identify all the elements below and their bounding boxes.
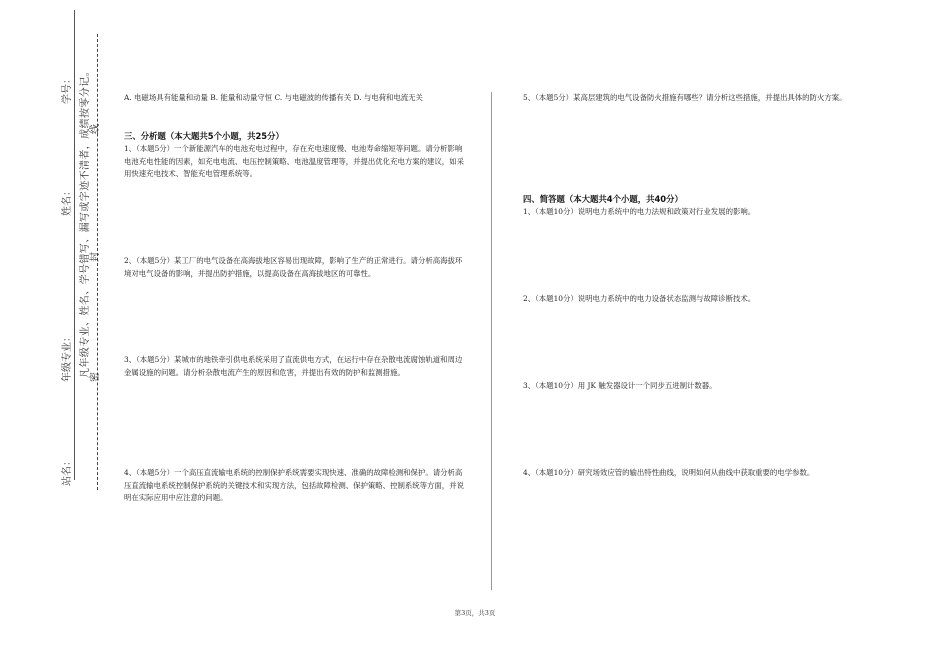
mark-feng: 封 <box>90 252 101 262</box>
question-3-2: 2、（本题5分）某工厂的电气设备在高海拔地区容易出现故障，影响了生产的正常进行。请分析高海拔环境对电气设备的影响，并提出防护措施，以提高设备在高海拔地区的可靠性。 <box>124 256 463 278</box>
question-4-3: 3、（本题10分）用 JK 触发器设计一个同步五进制计数器。 <box>523 381 717 390</box>
section-3-title: 三、分析题（本大题共5个小题，共25分） <box>124 131 284 141</box>
question-3-1: 1、（本题5分）一个新能源汽车的电池充电过程中，存在充电速度慢、电池寿命缩短等问题。请分析影响电池充电性能的因素，如充电电流、电压控制策略、电池温度管理等，并提出优化充电方案的建议，如采用快速充电技术、智能充电管理系统等。 <box>124 144 464 178</box>
page-footer: 第3页，共3页 <box>454 609 496 617</box>
question-3-5: 5、（本题5分）某高层建筑的电气设备防火措施有哪些？请分析这些措施，并提出具体的防火方案。 <box>523 93 847 102</box>
question-4-2: 2、（本题10分）说明电力系统中的电力设备状态监测与故障诊断技术。 <box>523 294 756 303</box>
section-4-title: 四、简答题（本大题共4个小题，共40分） <box>523 194 683 204</box>
binding-solid-line <box>74 10 75 480</box>
binding-notice: 凡年级专业、姓名、学号错写、漏写或字迹不清者，成绩按零分记。 <box>80 66 91 378</box>
binding-margin <box>0 0 110 672</box>
label-zhanming: 站名： <box>62 456 73 486</box>
question-3-3: 3、（本题5分）某城市的地铁牵引供电系统采用了直流供电方式，在运行中存在杂散电流腐蚀轨道和周边金属设施的问题。请分析杂散电流产生的原因和危害，并提出有效的防护和监测措施。 <box>124 355 463 377</box>
mark-mi: 密 <box>90 372 101 382</box>
label-nianji: 年级专业： <box>62 332 73 382</box>
top-options: A. 电磁场具有能量和动量 B. 能量和动量守恒 C. 与电磁波的传播有关 D. 与电荷和电流无关 <box>124 93 423 102</box>
mark-xian: 线 <box>90 124 101 134</box>
binding-dashed-line <box>97 34 98 490</box>
question-4-1: 1、（本题10分）说明电力系统中的电力法规和政策对行业发展的影响。 <box>523 207 756 216</box>
question-3-4: 4、（本题5分）一个高压直流输电系统的控制保护系统需要实现快速、准确的故障检测和保护。请分析高压直流输电系统控制保护系统的关键技术和实现方法，包括故障检测、保护策略、控制系统等方面，并说明在实际应用中应注意的问题。 <box>124 468 464 502</box>
question-4-4: 4、（本题10分）研究场效应管的输出特性曲线，说明如何从曲线中获取重要的电学参数。 <box>523 468 815 477</box>
label-xingming: 姓名： <box>62 186 73 216</box>
label-xuehao: 学号： <box>62 74 73 104</box>
column-divider <box>491 92 492 590</box>
